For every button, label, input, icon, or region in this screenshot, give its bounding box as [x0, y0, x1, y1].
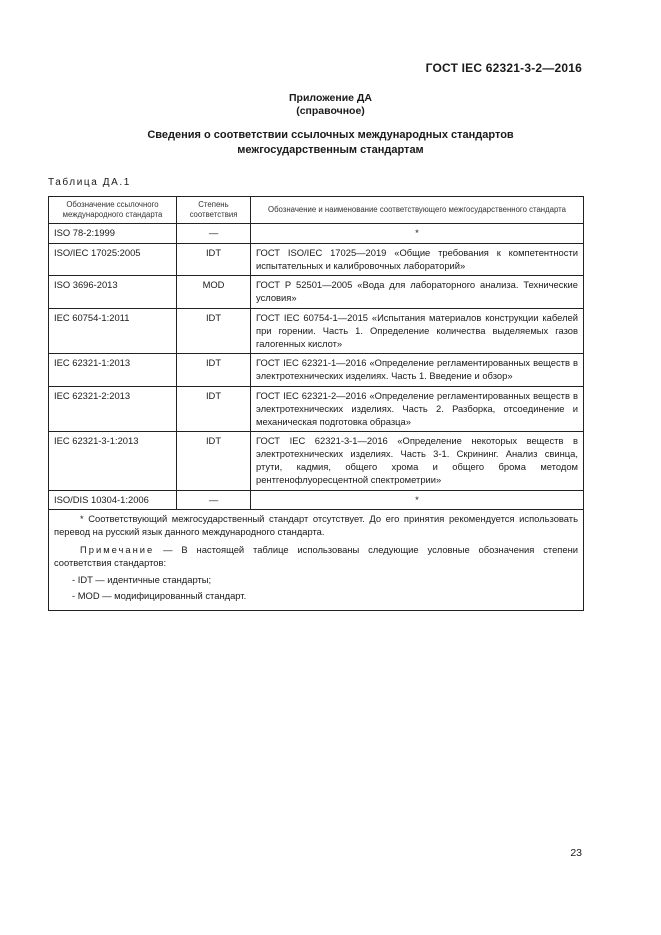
document-code: ГОСТ IEC 62321-3-2—2016: [425, 61, 582, 75]
degree-cell: MOD: [177, 276, 251, 309]
table-row: [49, 308, 584, 353]
ref-cell: ISO 3696-2013: [49, 276, 177, 309]
ref-cell: IEC 60754-1:2011: [49, 308, 177, 353]
national-cell: ГОСТ IEC 62321-3-1—2016 «Определение некоторых веществ в электротехнических изделиях. Часть 3-1. Скрининг. Анализ свинца, ртути, кадмия, общего хрома и общего брома методом рентгенофлуоресцентной спектрометрии»: [251, 432, 584, 490]
ref-cell: IEC 62321-1:2013: [49, 354, 177, 387]
header-degree: Степень соответствия: [177, 197, 251, 224]
degree-cell: IDT: [177, 308, 251, 353]
annex-title: Приложение ДА: [289, 92, 372, 104]
national-cell: ГОСТ Р 52501—2005 «Вода для лабораторного анализа. Технические условия»: [251, 276, 584, 309]
legend-item-idt: - IDT — идентичные стандарты;: [72, 573, 212, 585]
ref-cell: IEC 62321-2:2013: [49, 386, 177, 431]
annex-subtitle: (справочное): [296, 105, 365, 117]
national-cell: *: [251, 224, 584, 244]
national-cell: ГОСТ IEC 62321-2—2016 «Определение регламентированных веществ в электротехнических изделиях. Часть 2. Разборка, отсоединение и механическая подготовка образца»: [251, 386, 584, 431]
degree-cell: IDT: [177, 243, 251, 276]
table-row: [49, 432, 584, 490]
table-caption: Таблица ДА.1: [48, 177, 131, 188]
legend-item-mod: - MOD — модифицированный стандарт.: [72, 590, 247, 602]
national-cell: ГОСТ IEC 60754-1—2015 «Испытания материалов конструкции кабелей при горении. Часть 1. Определение количества выделяемых газов галогенных кислот»: [251, 308, 584, 353]
degree-cell: IDT: [177, 354, 251, 387]
header-national-standard: Обозначение и наименование соответствующего межгосударственного стандарта: [251, 197, 584, 224]
table-row: [49, 224, 584, 244]
table-row: [49, 276, 584, 309]
national-cell: ГОСТ IEC 62321-1—2016 «Определение регламентированных веществ в электротехнических изделиях. Часть 1. Введение и обзор»: [251, 354, 584, 387]
correspondence-table: [48, 196, 584, 611]
table-row: [49, 490, 584, 510]
ref-cell: ISO/DIS 10304-1:2006: [49, 490, 177, 510]
ref-cell: IEC 62321-3-1:2013: [49, 432, 177, 490]
national-cell: *: [251, 490, 584, 510]
table-row: [49, 354, 584, 387]
page-number: 23: [570, 847, 582, 859]
table-row: [49, 243, 584, 276]
note-label: Примечание: [80, 543, 155, 555]
table-footer-row: [49, 510, 584, 611]
degree-cell: IDT: [177, 432, 251, 490]
table-row: [49, 386, 584, 431]
footnote: * Соответствующий межгосударственный стандарт отсутствует. До его принятия рекомендуется использовать перевод на русский язык данного международного стандарта.: [54, 513, 578, 538]
table-header-row: [49, 197, 584, 224]
table-footer: [49, 510, 584, 611]
degree-cell: —: [177, 490, 251, 510]
ref-cell: ISO/IEC 17025:2005: [49, 243, 177, 276]
note-text: — В настоящей таблице использованы следующие условные обозначения степени соответствия стандартов:: [54, 543, 578, 568]
section-title-line-2: межгосударственным стандартам: [237, 144, 424, 156]
section-title-line-1: Сведения о соответствии ссылочных международных стандартов: [147, 129, 514, 141]
ref-cell: ISO 78-2:1999: [49, 224, 177, 244]
national-cell: ГОСТ ISO/IEC 17025—2019 «Общие требования к компетентности испытательных и калибровочных лабораторий»: [251, 243, 584, 276]
header-reference-standard: Обозначение ссылочного международного стандарта: [49, 197, 177, 224]
degree-cell: —: [177, 224, 251, 244]
degree-cell: IDT: [177, 386, 251, 431]
note: [54, 544, 578, 570]
